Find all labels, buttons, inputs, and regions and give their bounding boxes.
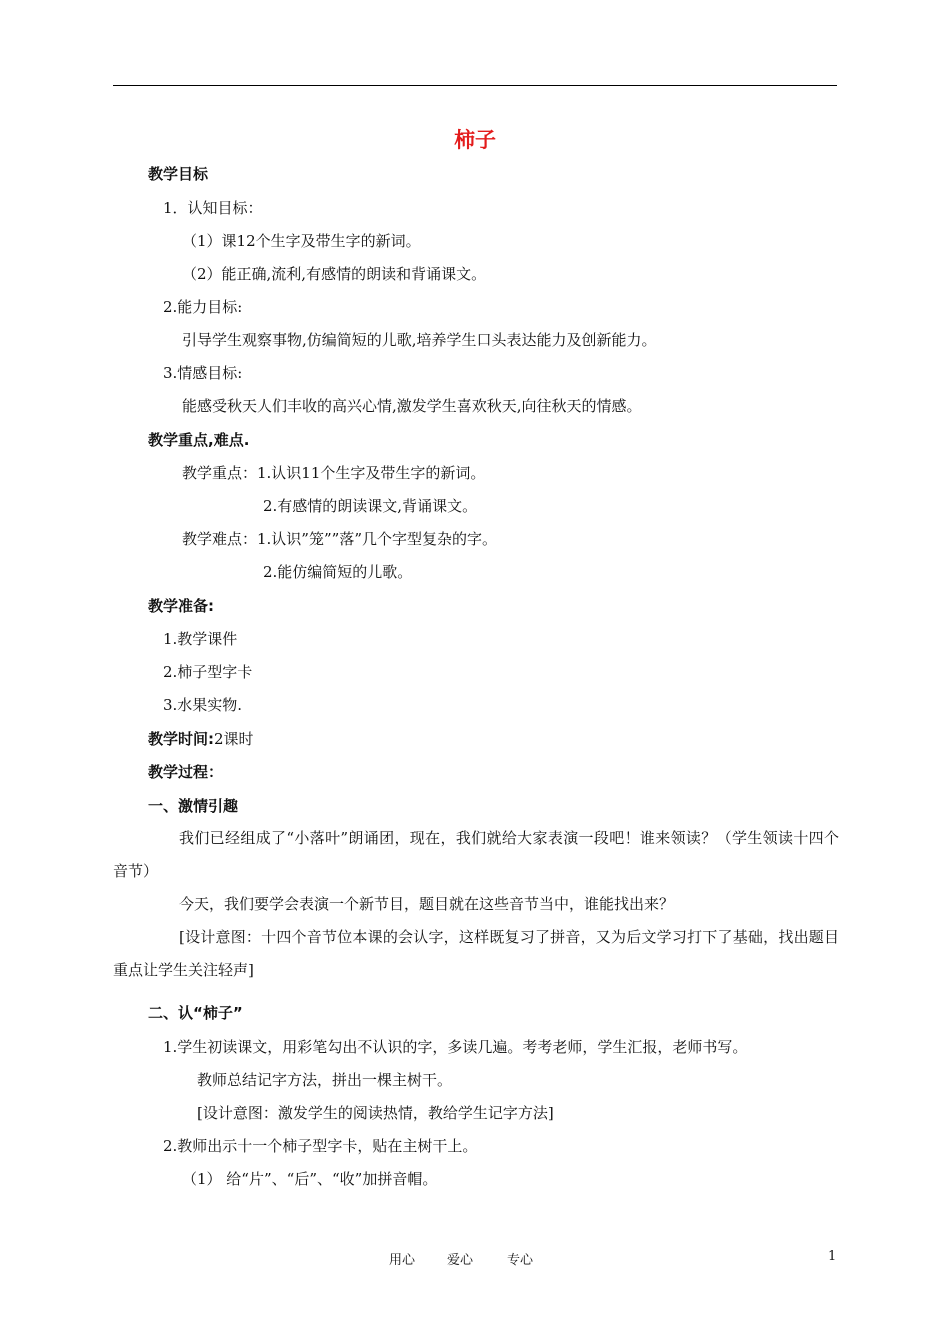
goal1-label: 1．认知目标： [163,199,263,217]
prep-heading: 教学准备: [148,597,214,615]
goal2-label: 2.能力目标: [163,298,243,316]
part2-step-1-summary: 教师总结记字方法，拼出一棵主树干。 [197,1071,453,1089]
teaching-time [148,729,254,749]
part2-heading: 二、认“柿子” [148,1004,243,1022]
part1-design-note: [设计意图：十四个音节位本课的会认字，这样既复习了拼音，又为后文学习打下了基础，找出题目重点让学生关注轻声] [113,928,839,979]
part1-paragraph-2: 今天，我们要学会表演一个新节目，题目就在这些音节当中，谁能找出来？ [179,895,675,913]
part2-step-2: 2.教师出示十一个柿子型字卡，贴在主树干上。 [163,1137,478,1155]
goal3-text: 能感受秋天人们丰收的高兴心情,激发学生喜欢秋天,向往秋天的情感。 [182,397,642,415]
part1-paragraph-1: 我们已经组成了“小落叶”朗诵团，现在，我们就给大家表演一段吧！谁来领读？（学生领读十四个音节） [113,829,839,880]
footer-motto-1: 用心 [389,1253,416,1268]
footer-motto-3: 专心 [507,1253,534,1268]
goal3-label: 3.情感目标: [163,364,243,382]
part2-step-2-sub: （1） 给“片”、“后”、“收”加拼音帽。 [182,1170,438,1188]
difficulty-1: 教学难点：1.认识”笼””落”几个字型复杂的字。 [182,530,497,548]
time-label: 教学时间: [148,730,214,748]
goal2-text: 引导学生观察事物,仿编简短的儿歌,培养学生口头表达能力及创新能力。 [182,331,657,349]
goal1-item-a: （1）课12个生字及带生字的新词。 [182,232,421,250]
prep-item-1: 1.教学课件 [163,630,238,648]
page-number: 1 [828,1249,837,1264]
part2-step-1: 1.学生初读课文，用彩笔勾出不认识的字，多读几遍。考考老师，学生汇报，老师书写。 [163,1038,748,1056]
key-points-heading: 教学重点,难点. [148,431,250,449]
time-value: 2课时 [214,730,254,748]
prep-item-2: 2.柿子型字卡 [163,663,253,681]
key-point-2: 2.有感情的朗读课文,背诵课文。 [263,497,478,515]
part1-heading: 一、激情引趣 [148,797,239,815]
difficulty-2: 2.能仿编简短的儿歌。 [263,563,413,581]
key-point-1: 教学重点：1.认识11个生字及带生字的新词。 [182,464,486,482]
part2-design-note: [设计意图：激发学生的阅读热情，教给学生记字方法] [197,1104,554,1122]
goals-heading: 教学目标 [148,165,209,183]
document-title: 柿子 [454,128,496,152]
header-rule [113,85,837,86]
goal1-item-b: （2）能正确,流利,有感情的朗读和背诵课文。 [182,265,487,283]
footer-motto-2: 爱心 [447,1253,474,1268]
process-heading: 教学过程： [148,763,224,781]
prep-item-3: 3.水果实物. [163,696,243,714]
